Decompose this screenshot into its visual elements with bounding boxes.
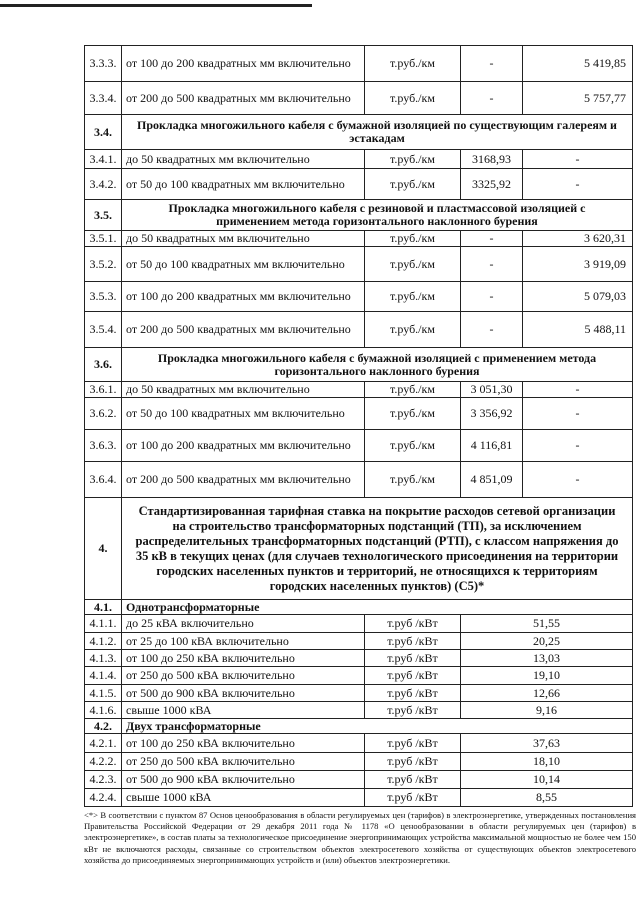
section-header-row xyxy=(85,200,633,231)
row-unit: т.руб /кВт xyxy=(365,734,461,753)
row-unit: т.руб./км xyxy=(365,430,461,462)
row-value-2: - xyxy=(523,169,633,200)
group-title: Однотрансформаторные xyxy=(122,600,633,615)
row-value-2: 5 488,11 xyxy=(523,312,633,348)
row-value: 13,03 xyxy=(461,650,633,667)
row-number: 4.1.2. xyxy=(85,633,122,650)
row-description: от 200 до 500 квадратных мм включительно xyxy=(122,312,365,348)
row-number: 3.5.2. xyxy=(85,247,122,282)
table-row xyxy=(85,169,633,200)
table-row xyxy=(85,231,633,247)
row-description: до 50 квадратных мм включительно xyxy=(122,382,365,398)
row-description: от 100 до 200 квадратных мм включительно xyxy=(122,282,365,312)
row-unit: т.руб /кВт xyxy=(365,685,461,702)
footnote: <*> В соответствии с пунктом 87 Основ ценообразования в области регулируемых цен (тарифов) в электроэнергетике, утвержденных постановления Правительства Российской Федерации от 29 декабря 2011 года № 1178 «О ценообразовании в области регулируемых цен (тарифов) в электроэнергетике», в состав платы за технологическое присоединение энергопринимающих устройства максимальной мощностью не более чем 150 кВт не включаются расходы, связанные со строительством объектов электросетевого хозяйства от существующих объектов электросетевого хозяйства до присоединяемых энергопринимающих устройств и (или) объектов электроэнергетики. xyxy=(84,810,636,865)
row-value-1: - xyxy=(461,282,523,312)
row-description: от 50 до 100 квадратных мм включительно xyxy=(122,247,365,282)
row-unit: т.руб./км xyxy=(365,462,461,498)
row-number: 4.1.1. xyxy=(85,615,122,633)
row-value-1: 3 356,92 xyxy=(461,398,523,430)
row-number: 3.5.4. xyxy=(85,312,122,348)
table-row xyxy=(85,46,633,82)
row-unit: т.руб./км xyxy=(365,382,461,398)
table-row xyxy=(85,312,633,348)
row-number: 3.4.1. xyxy=(85,150,122,169)
table-row xyxy=(85,398,633,430)
row-description: от 100 до 250 кВА включительно xyxy=(122,650,365,667)
section-header-row xyxy=(85,348,633,382)
row-description: до 25 кВА включительно xyxy=(122,615,365,633)
row-value-2: - xyxy=(523,150,633,169)
row-value-2: - xyxy=(523,462,633,498)
section-title: Прокладка многожильного кабеля с резиновой и пластмассовой изоляцией с применением метода горизонтального наклонного бурения xyxy=(122,200,633,231)
table-row xyxy=(85,150,633,169)
row-value-1: - xyxy=(461,247,523,282)
row-description: от 50 до 100 квадратных мм включительно xyxy=(122,169,365,200)
row-value-1: - xyxy=(461,231,523,247)
row-description: от 25 до 100 кВА включительно xyxy=(122,633,365,650)
section-number: 3.6. xyxy=(85,348,122,382)
row-description: от 500 до 900 кВА включительно xyxy=(122,685,365,702)
table-row xyxy=(85,685,633,702)
row-number: 4.2.2. xyxy=(85,753,122,771)
row-unit: т.руб /кВт xyxy=(365,702,461,719)
row-description: от 500 до 900 кВА включительно xyxy=(122,771,365,789)
row-description: от 100 до 200 квадратных мм включительно xyxy=(122,430,365,462)
row-unit: т.руб./км xyxy=(365,169,461,200)
section-number: 3.5. xyxy=(85,200,122,231)
row-number: 3.6.2. xyxy=(85,398,122,430)
table-row xyxy=(85,615,633,633)
row-number: 3.6.4. xyxy=(85,462,122,498)
table-row xyxy=(85,667,633,685)
row-value: 10,14 xyxy=(461,771,633,789)
row-number: 4.1.6. xyxy=(85,702,122,719)
row-number: 4.1.3. xyxy=(85,650,122,667)
table-row xyxy=(85,282,633,312)
table-row xyxy=(85,247,633,282)
row-number: 4.2.4. xyxy=(85,789,122,807)
row-value-1: - xyxy=(461,312,523,348)
row-value: 37,63 xyxy=(461,734,633,753)
row-value-1: 3168,93 xyxy=(461,150,523,169)
row-number: 3.4.2. xyxy=(85,169,122,200)
row-number: 3.6.1. xyxy=(85,382,122,398)
row-number: 3.6.3. xyxy=(85,430,122,462)
row-value: 19,10 xyxy=(461,667,633,685)
row-description: до 50 квадратных мм включительно xyxy=(122,231,365,247)
row-description: свыше 1000 кВА xyxy=(122,789,365,807)
row-value-1: - xyxy=(461,46,523,82)
table-row xyxy=(85,734,633,753)
row-unit: т.руб./км xyxy=(365,46,461,82)
row-number: 4.1.5. xyxy=(85,685,122,702)
table-row xyxy=(85,430,633,462)
row-value: 18,10 xyxy=(461,753,633,771)
row-unit: т.руб./км xyxy=(365,150,461,169)
section-header-row xyxy=(85,498,633,600)
row-description: от 100 до 200 квадратных мм включительно xyxy=(122,46,365,82)
table-row xyxy=(85,771,633,789)
table-row xyxy=(85,82,633,115)
section-title: Стандартизированная тарифная ставка на покрытие расходов сетевой организации на строительство трансформаторных подстанций (ТП), за исключением распределительных трансформаторных подстанций (РТП), с классом напряжения до 35 кВ в текущих ценах (для случаев технологического присоединения на территории городских населенных пунктов и территорий, не относящихся к территориям городских населенных пунктов) (С5)* xyxy=(122,498,633,600)
row-value-2: 5 419,85 xyxy=(523,46,633,82)
row-value-2: 3 919,09 xyxy=(523,247,633,282)
row-value: 12,66 xyxy=(461,685,633,702)
row-value-2: 3 620,31 xyxy=(523,231,633,247)
table-row xyxy=(85,753,633,771)
row-value-2: - xyxy=(523,398,633,430)
row-unit: т.руб./км xyxy=(365,231,461,247)
row-description: от 200 до 500 квадратных мм включительно xyxy=(122,462,365,498)
table-row xyxy=(85,633,633,650)
section-number: 4. xyxy=(85,498,122,600)
table-row xyxy=(85,382,633,398)
section-number: 3.4. xyxy=(85,115,122,150)
row-description: от 100 до 250 кВА включительно xyxy=(122,734,365,753)
row-unit: т.руб./км xyxy=(365,247,461,282)
row-value-2: - xyxy=(523,382,633,398)
row-value-1: 3325,92 xyxy=(461,169,523,200)
row-unit: т.руб./км xyxy=(365,282,461,312)
row-description: до 50 квадратных мм включительно xyxy=(122,150,365,169)
row-number: 3.3.4. xyxy=(85,82,122,115)
row-description: от 200 до 500 квадратных мм включительно xyxy=(122,82,365,115)
row-number: 3.5.1. xyxy=(85,231,122,247)
section-title: Прокладка многожильного кабеля с бумажной изоляцией по существующим галереям и эстакадам xyxy=(122,115,633,150)
row-unit: т.руб /кВт xyxy=(365,615,461,633)
row-unit: т.руб./км xyxy=(365,398,461,430)
row-description: от 250 до 500 кВА включительно xyxy=(122,667,365,685)
row-number: 4.2.1. xyxy=(85,734,122,753)
row-unit: т.руб./км xyxy=(365,82,461,115)
row-number: 4.1.4. xyxy=(85,667,122,685)
tariff-table xyxy=(84,45,633,807)
row-value-1: 4 851,09 xyxy=(461,462,523,498)
row-value-1: 4 116,81 xyxy=(461,430,523,462)
table-row xyxy=(85,702,633,719)
row-unit: т.руб /кВт xyxy=(365,771,461,789)
row-unit: т.руб /кВт xyxy=(365,789,461,807)
row-unit: т.руб /кВт xyxy=(365,633,461,650)
row-number: 3.3.3. xyxy=(85,46,122,82)
row-value-2: 5 079,03 xyxy=(523,282,633,312)
table-row xyxy=(85,462,633,498)
row-description: свыше 1000 кВА xyxy=(122,702,365,719)
row-value-2: 5 757,77 xyxy=(523,82,633,115)
row-value-1: - xyxy=(461,82,523,115)
row-unit: т.руб /кВт xyxy=(365,753,461,771)
row-number: 4.2.3. xyxy=(85,771,122,789)
group-header-row xyxy=(85,600,633,615)
row-unit: т.руб /кВт xyxy=(365,667,461,685)
table-row xyxy=(85,789,633,807)
row-value: 9,16 xyxy=(461,702,633,719)
section-title: Прокладка многожильного кабеля с бумажной изоляцией с применением метода горизонтального наклонного бурения xyxy=(122,348,633,382)
row-unit: т.руб./км xyxy=(365,312,461,348)
row-value: 20,25 xyxy=(461,633,633,650)
row-description: от 50 до 100 квадратных мм включительно xyxy=(122,398,365,430)
group-title: Двух трансформаторные xyxy=(122,719,633,734)
row-description: от 250 до 500 кВА включительно xyxy=(122,753,365,771)
row-value-1: 3 051,30 xyxy=(461,382,523,398)
row-number: 3.5.3. xyxy=(85,282,122,312)
group-number: 4.1. xyxy=(85,600,122,615)
row-value: 8,55 xyxy=(461,789,633,807)
section-header-row xyxy=(85,115,633,150)
row-unit: т.руб /кВт xyxy=(365,650,461,667)
row-value-2: - xyxy=(523,430,633,462)
group-number: 4.2. xyxy=(85,719,122,734)
row-value: 51,55 xyxy=(461,615,633,633)
table-row xyxy=(85,650,633,667)
top-border-line xyxy=(0,4,312,7)
group-header-row xyxy=(85,719,633,734)
